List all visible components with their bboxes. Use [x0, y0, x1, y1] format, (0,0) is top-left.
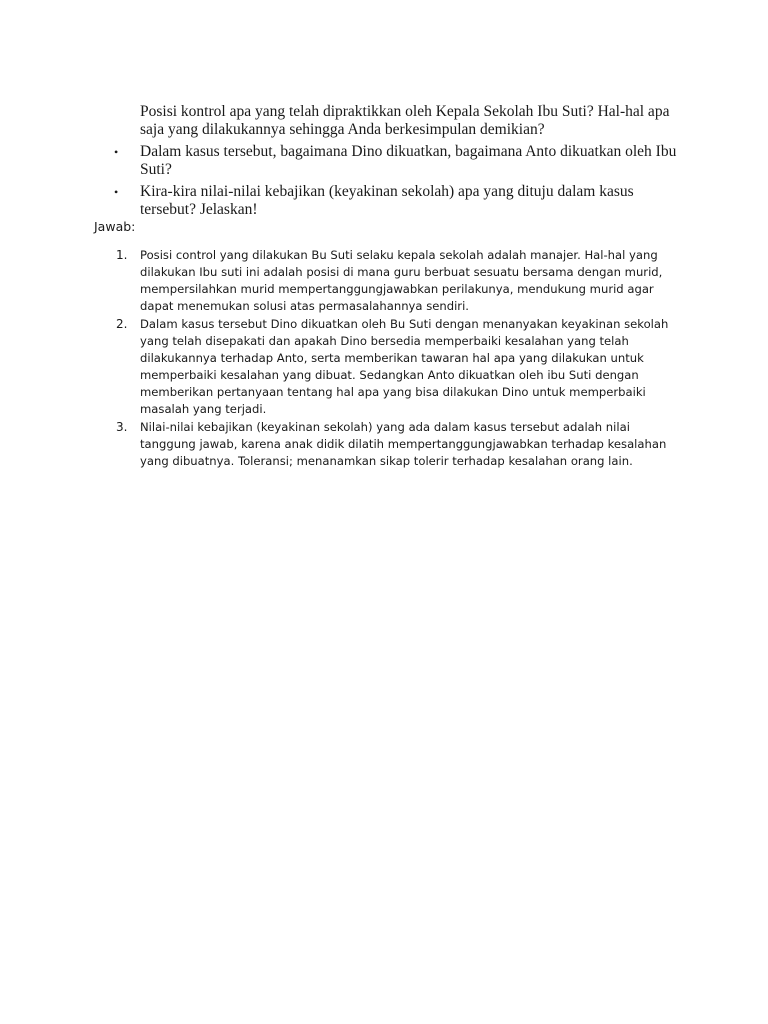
question-item	[114, 183, 680, 219]
answer-item	[116, 419, 670, 470]
question-text: Dalam kasus tersebut, bagaimana Dino dikuatkan, bagaimana Anto dikuatkan oleh Ibu Suti?	[140, 143, 677, 178]
answer-number: 3.	[116, 420, 128, 434]
answer-number: 1.	[116, 248, 128, 262]
answer-item	[116, 247, 670, 315]
question-section	[114, 103, 680, 223]
answer-text: Dalam kasus tersebut Dino dikuatkan oleh Bu Suti dengan menanyakan keyakinan sekolah yang telah disepakati dan apakah Dino bersedia memperbaiki kesalahan yang telah dilakukannya terhadap Anto, serta memberikan tawaran hal apa yang dilakukan untuk memperbaiki kesalahan yang dibuat. Sedangkan Anto dikuatkan oleh ibu Suti dengan memberikan pertanyaan tentang hal apa yang bisa dilakukan Dino untuk memperbaiki masalah yang terjadi.	[140, 317, 669, 416]
answer-text: Posisi control yang dilakukan Bu Suti selaku kepala sekolah adalah manajer. Hal-hal yang dilakukan Ibu suti ini adalah posisi di mana guru berbuat sesuatu bersama dengan murid, mempersilahkan murid mempertanggungjawabkan perilakunya, mendukung murid agar dapat menemukan solusi atas permasalahannya sendiri.	[140, 248, 663, 313]
bullet-icon: •	[114, 145, 119, 159]
answer-numbered-list	[116, 247, 670, 471]
answer-heading: Jawab:	[94, 219, 136, 234]
answer-number: 2.	[116, 317, 128, 331]
answer-item	[116, 316, 670, 418]
question-text: Kira-kira nilai-nilai kebajikan (keyakinan sekolah) apa yang dituju dalam kasus tersebut? Jelaskan!	[140, 183, 634, 218]
question-bullet-list	[114, 143, 680, 219]
bullet-icon: •	[114, 185, 119, 199]
answer-text: Nilai-nilai kebajikan (keyakinan sekolah) yang ada dalam kasus tersebut adalah nilai tanggung jawab, karena anak didik dilatih mempertanggungjawabkan terhadap kesalahan yang dibuatnya. Toleransi; menanamkan sikap tolerir terhadap kesalahan orang lain.	[140, 420, 667, 468]
question-continuation-text: Posisi kontrol apa yang telah dipraktikkan oleh Kepala Sekolah Ibu Suti? Hal-hal apa saja yang dilakukannya sehingga Anda berkesimpulan demikian?	[140, 103, 670, 138]
question-item	[114, 143, 680, 179]
